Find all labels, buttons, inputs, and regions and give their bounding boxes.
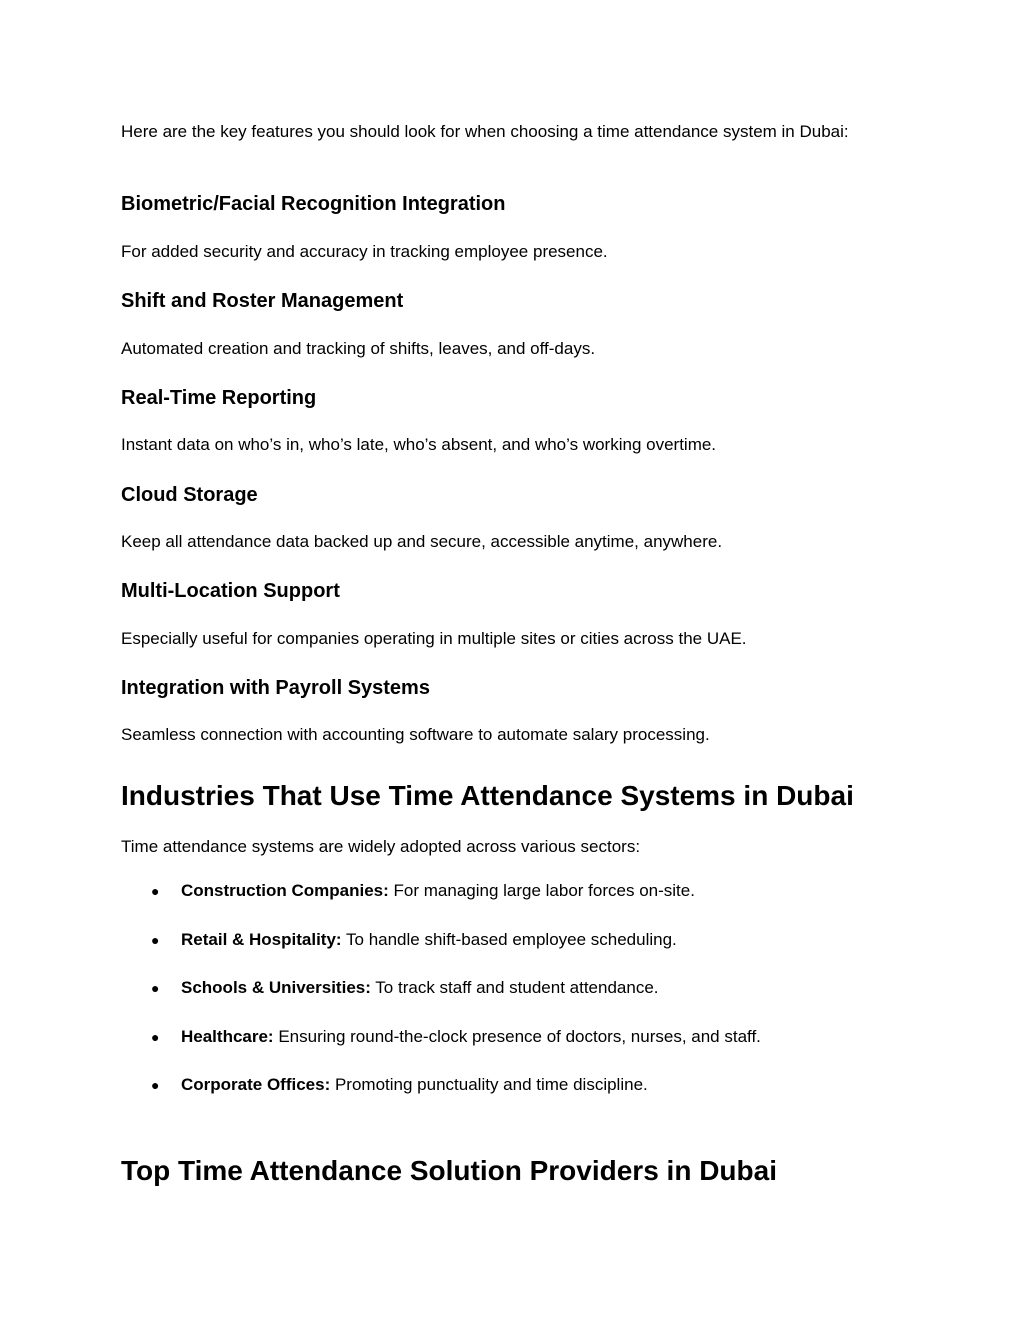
feature-heading-cloud: Cloud Storage bbox=[121, 484, 258, 506]
list-item-text: Promoting punctuality and time discipline. bbox=[330, 1075, 648, 1094]
providers-heading: Top Time Attendance Solution Providers in Dubai bbox=[121, 1155, 777, 1186]
bullet-icon: ● bbox=[151, 932, 160, 948]
bullet-icon: ● bbox=[151, 883, 160, 899]
list-item-label: Corporate Offices: bbox=[181, 1075, 331, 1094]
list-item-text: Ensuring round-the-clock presence of doctors, nurses, and staff. bbox=[273, 1027, 761, 1046]
bullet-icon: ● bbox=[151, 1029, 160, 1045]
list-item-label: Healthcare: bbox=[181, 1027, 274, 1046]
industries-intro: Time attendance systems are widely adopted across various sectors: bbox=[121, 837, 641, 856]
feature-heading-reporting: Real-Time Reporting bbox=[121, 387, 317, 409]
feature-heading-shift: Shift and Roster Management bbox=[121, 290, 404, 312]
list-item-label: Construction Companies: bbox=[181, 881, 389, 900]
industries-heading: Industries That Use Time Attendance Systems in Dubai bbox=[121, 780, 854, 811]
list-item-label: Retail & Hospitality: bbox=[181, 930, 342, 949]
feature-text-payroll: Seamless connection with accounting software to automate salary processing. bbox=[121, 725, 710, 744]
feature-heading-payroll: Integration with Payroll Systems bbox=[121, 677, 430, 699]
feature-text-multilocation: Especially useful for companies operating in multiple sites or cities across the UAE. bbox=[121, 629, 747, 648]
feature-heading-multilocation: Multi-Location Support bbox=[121, 580, 340, 602]
bullet-icon: ● bbox=[151, 1077, 160, 1093]
list-item-text: For managing large labor forces on-site. bbox=[388, 881, 695, 900]
intro-paragraph: Here are the key features you should look for when choosing a time attendance system in Dubai: bbox=[121, 122, 849, 141]
feature-text-reporting: Instant data on who’s in, who’s late, who’s absent, and who’s working overtime. bbox=[121, 435, 717, 454]
list-item-label: Schools & Universities: bbox=[181, 978, 371, 997]
feature-text-biometric: For added security and accuracy in tracking employee presence. bbox=[121, 242, 608, 261]
feature-text-cloud: Keep all attendance data backed up and secure, accessible anytime, anywhere. bbox=[121, 532, 723, 551]
bullet-icon: ● bbox=[151, 980, 160, 996]
list-item-text: To handle shift-based employee scheduling. bbox=[341, 930, 677, 949]
feature-heading-biometric: Biometric/Facial Recognition Integration bbox=[121, 193, 506, 215]
feature-text-shift: Automated creation and tracking of shifts, leaves, and off-days. bbox=[121, 339, 596, 358]
list-item-text: To track staff and student attendance. bbox=[370, 978, 659, 997]
